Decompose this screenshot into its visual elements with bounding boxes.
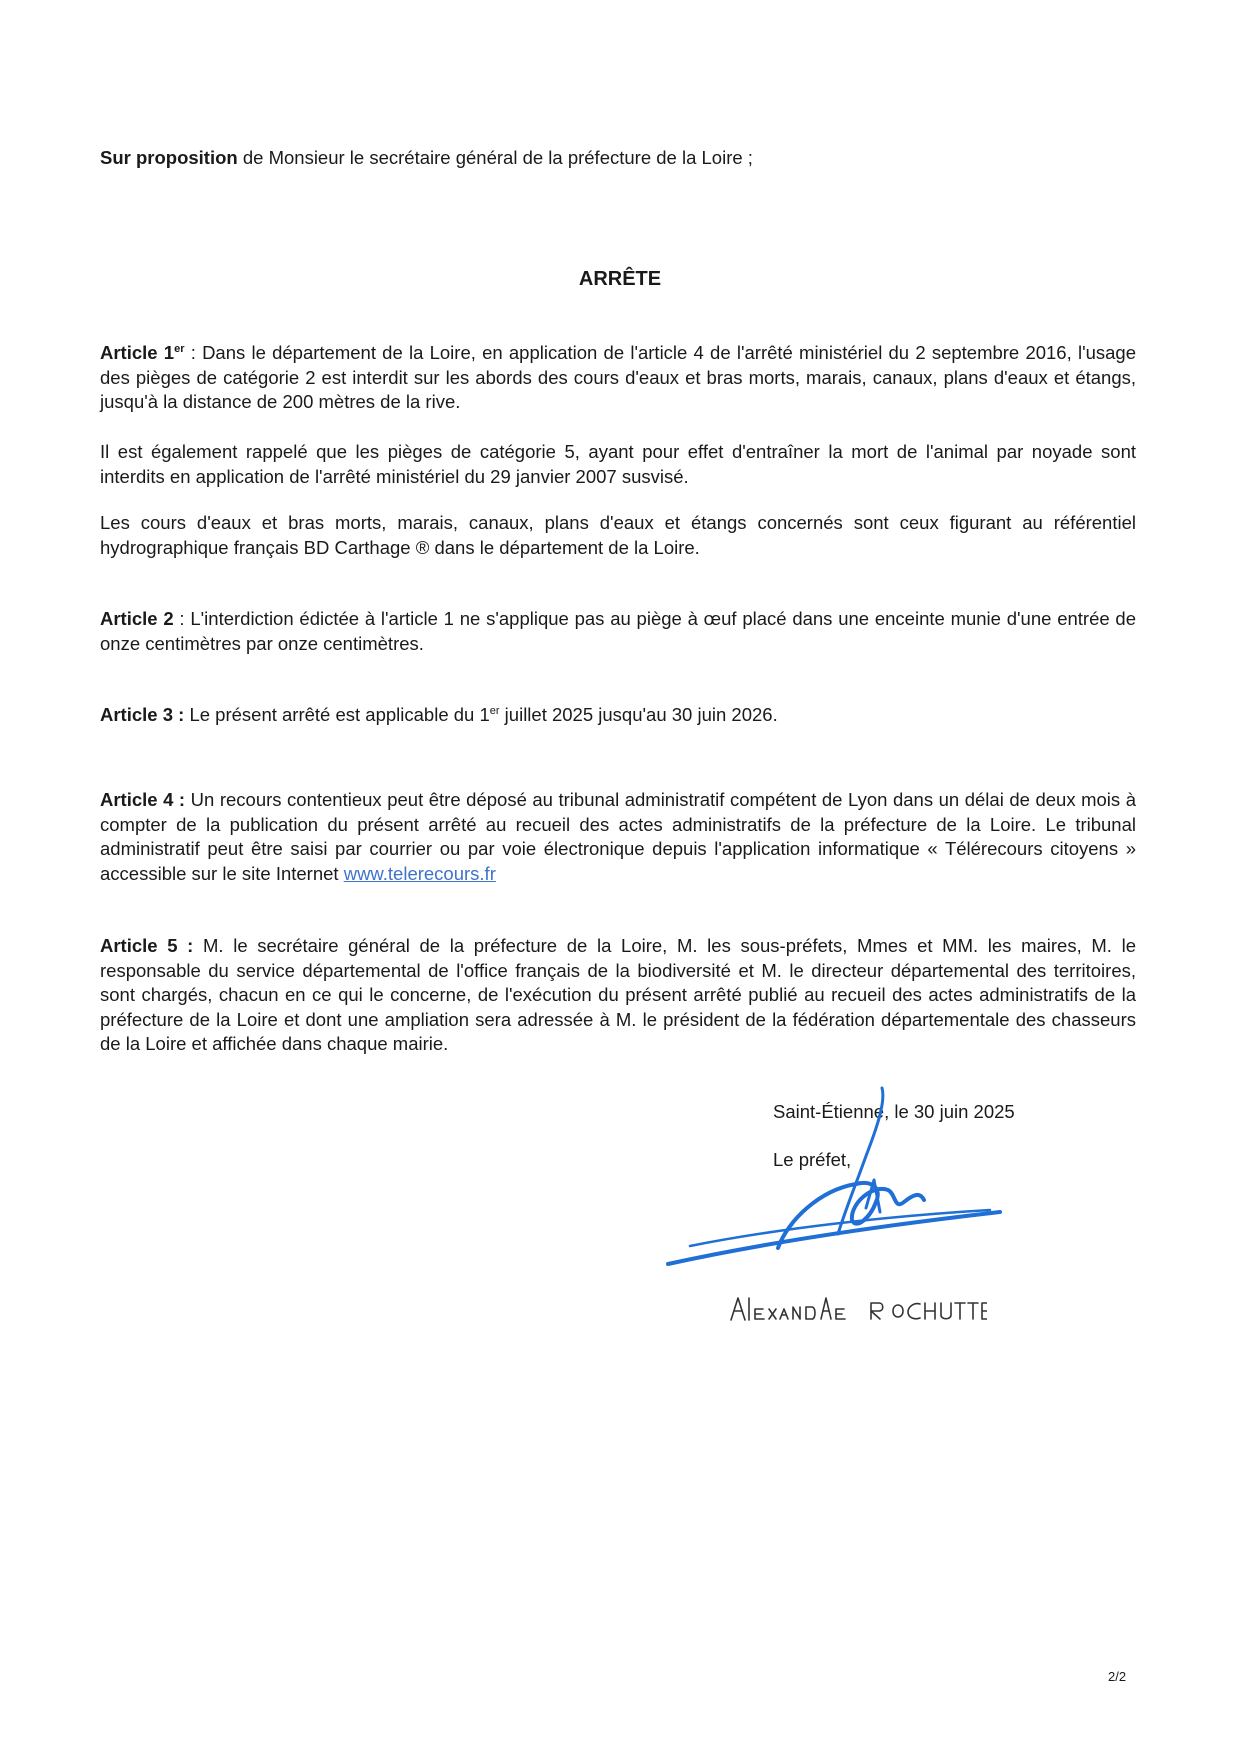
handwritten-name <box>727 1290 987 1328</box>
signature-place-date: Saint-Étienne, le 30 juin 2025 <box>773 1101 1015 1122</box>
arrete-title: ARRÊTE <box>578 268 662 290</box>
article-2-label: Article 2 <box>100 608 174 629</box>
article-1-label: Article 1er <box>100 342 185 363</box>
paragraph-pieges-categorie-5: Il est également rappelé que les pièges de catégorie 5, ayant pour effet d'entraîner la mort de l'animal par noyade sont interdits en application de l'arrêté ministériel du 29 janvier 2007 susvisé. <box>100 441 1136 487</box>
telerecours-link[interactable]: www.telerecours.fr <box>343 862 496 884</box>
article-5-text: M. le secrétaire général de la préfecture de la Loire, M. les sous-préfets, Mmes et MM. les maires, M. le responsable du service départemental de l'office français de la biodiversité et M. le directeur départemental des territoires, sont chargés, chacun en ce qui le concerne, de l'exécution du présent arrêté publié au recueil des actes administratifs de la préfecture de la Loire et dont une ampliation sera adressée à M. le président de la fédération départementale des chasseurs de la Loire et affichée dans chaque mairie. <box>100 935 1136 1054</box>
article-2-text: : L'interdiction édictée à l'article 1 ne s'applique pas au piège à œuf placé dans une enceinte munie d'une entrée de onze centimètres par onze centimètres. <box>100 608 1137 654</box>
article-4 <box>100 788 1136 886</box>
intro-text: de Monsieur le secrétaire général de la préfecture de la Loire ; <box>237 147 753 168</box>
paragraph-bd-carthage: Les cours d'eaux et bras morts, marais, canaux, plans d'eaux et étangs concernés sont ceux figurant au référentiel hydrographique français BD Carthage ® dans le département de la Loire. <box>100 512 1136 558</box>
signature-role: Le préfet, <box>773 1149 852 1170</box>
article-5 <box>100 934 1136 1057</box>
article-3: Article 3 : Le présent arrêté est applicable du 1er juillet 2025 jusqu'au 30 juin 2026. <box>100 704 778 725</box>
article-1 <box>100 341 1136 415</box>
article-4-text: Un recours contentieux peut être déposé au tribunal administratif compétent de Lyon dans un délai de deux mois à compter de la publication du présent arrêté au recueil des actes administratifs de la préfecture de la Loire. Le tribunal administratif peut être saisi par courrier ou par voie électronique depuis l'application informatique « Télérecours citoyens » accessible sur le site Internet <box>100 789 1136 884</box>
article-3-label: Article 3 : <box>100 704 185 725</box>
handwritten-signature <box>660 1080 1020 1290</box>
article-5-label: Article 5 : <box>100 935 194 956</box>
page-number: 2/2 <box>1108 1669 1127 1684</box>
article-2 <box>100 607 1136 656</box>
intro-bold: Sur proposition <box>100 147 238 168</box>
article-1-text: : Dans le département de la Loire, en application de l'article 4 de l'arrêté ministériel du 2 septembre 2016, l'usage des pièges de catégorie 2 est interdit sur les abords des cours d'eaux et bras morts, marais, canaux, plans d'eaux et étangs, jusqu'à la distance de 200 mètres de la rive. <box>100 342 1137 412</box>
intro-paragraph <box>100 146 1136 171</box>
article-4-label: Article 4 : <box>100 789 186 810</box>
